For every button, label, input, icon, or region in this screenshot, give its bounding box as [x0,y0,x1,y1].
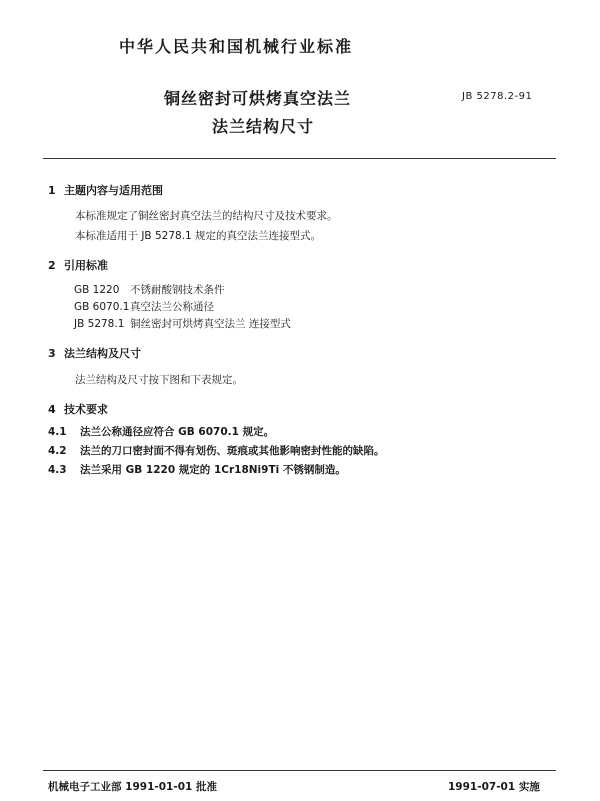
reference-code: GB 1220 [74,284,120,296]
reference-item [74,316,291,331]
document-title-line2: 法兰结构尺寸 [212,117,315,136]
paragraph: 法兰结构及尺寸按下图和下表规定。 [75,374,243,386]
section-2-heading [48,257,108,273]
requirement-item [48,462,346,477]
section-number: 1 [48,184,56,197]
paragraph: 本标准适用于 JB 5278.1 规定的真空法兰连接型式。 [75,230,322,242]
section-number: 3 [48,347,56,360]
approval-date: 机械电子工业部 1991-01-01 批准 [48,781,217,793]
document-title-line1: 铜丝密封可烘烤真空法兰 [164,89,352,108]
requirement-text: 法兰公称通径应符合 GB 6070.1 规定。 [80,426,275,438]
section-title: 法兰结构及尺寸 [64,347,141,360]
header-divider [43,158,556,159]
reference-item [74,299,214,314]
section-number: 4 [48,403,56,416]
standard-number: JB 5278.2-91 [462,91,533,102]
section-title: 主题内容与适用范围 [64,184,163,197]
section-title: 技术要求 [64,403,108,416]
section-4-heading [48,401,108,417]
organization-header: 中华人民共和国机械行业标准 [119,37,354,56]
section-1-heading [48,182,163,198]
section-number: 2 [48,259,56,272]
requirement-number: 4.3 [48,464,67,476]
implementation-date: 1991-07-01 实施 [448,781,540,793]
requirement-number: 4.2 [48,445,67,457]
requirement-text: 法兰采用 GB 1220 规定的 1Cr18Ni9Ti 不锈钢制造。 [80,464,346,476]
requirement-text: 法兰的刀口密封面不得有划伤、斑痕或其他影响密封性能的缺陷。 [80,445,385,457]
requirement-number: 4.1 [48,426,67,438]
reference-code: JB 5278.1 [74,318,125,330]
requirement-item [48,424,274,439]
reference-item [74,282,225,297]
footer-divider [43,770,556,771]
section-title: 引用标准 [64,259,108,272]
reference-title: 铜丝密封可烘烤真空法兰 连接型式 [130,318,291,330]
section-3-heading [48,345,141,361]
reference-title: 真空法兰公称通径 [130,301,214,313]
paragraph: 本标准规定了铜丝密封真空法兰的结构尺寸及技术要求。 [75,210,338,222]
reference-code: GB 6070.1 [74,301,130,313]
reference-title: 不锈耐酸钢技术条件 [130,284,225,296]
requirement-item [48,443,385,458]
